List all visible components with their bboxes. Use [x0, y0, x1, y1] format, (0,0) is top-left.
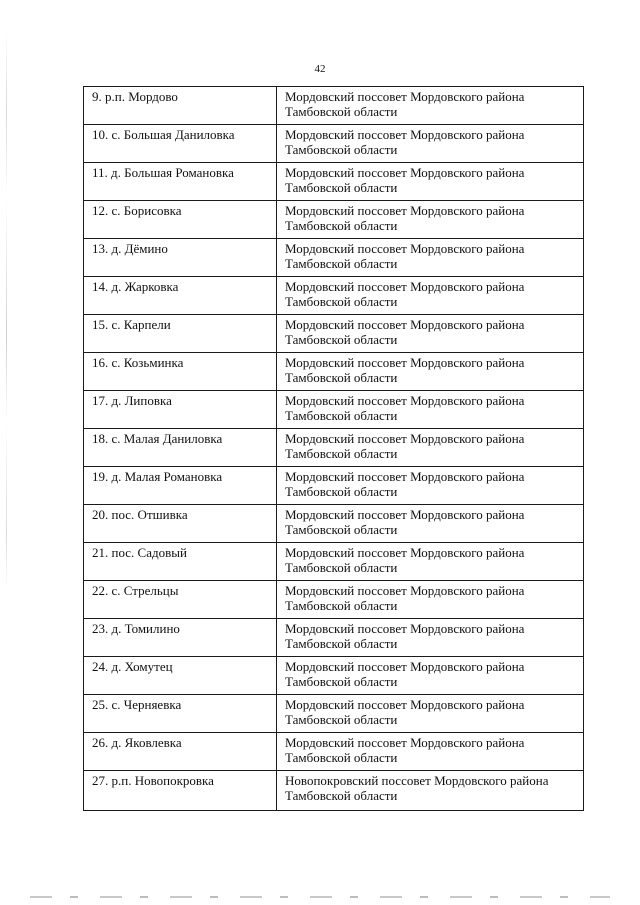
settlement-cell: 23. д. Томилино [84, 619, 277, 657]
municipality-line: Мордовский поссовет Мордовского района [285, 583, 525, 598]
municipality-line: Мордовский поссовет Мордовского района [285, 393, 525, 408]
municipality-line: Мордовский поссовет Мордовского района [285, 317, 525, 332]
table-row [84, 505, 584, 543]
municipality-line: Тамбовской области [285, 332, 398, 347]
table-row [84, 581, 584, 619]
municipality-cell [277, 315, 584, 353]
municipality-cell [277, 695, 584, 733]
settlement-cell: 12. с. Борисовка [84, 201, 277, 239]
settlement-cell: 18. с. Малая Даниловка [84, 429, 277, 467]
municipality-line: Тамбовской области [285, 674, 398, 689]
municipality-cell [277, 239, 584, 277]
scan-bottom-mark [30, 896, 610, 898]
municipality-line: Тамбовской области [285, 522, 398, 537]
table-row [84, 277, 584, 315]
municipality-line: Мордовский поссовет Мордовского района [285, 203, 525, 218]
settlement-cell: 14. д. Жарковка [84, 277, 277, 315]
municipality-cell [277, 543, 584, 581]
municipality-cell [277, 277, 584, 315]
municipality-line: Мордовский поссовет Мордовского района [285, 165, 525, 180]
municipality-cell [277, 657, 584, 695]
municipality-line: Тамбовской области [285, 712, 398, 727]
municipality-line: Тамбовской области [285, 256, 398, 271]
settlement-cell: 27. р.п. Новопокровка [84, 771, 277, 811]
settlement-cell: 19. д. Малая Романовка [84, 467, 277, 505]
table-row [84, 87, 584, 125]
table-row [84, 619, 584, 657]
municipality-line: Мордовский поссовет Мордовского района [285, 431, 525, 446]
municipality-line: Мордовский поссовет Мордовского района [285, 469, 525, 484]
municipality-line: Тамбовской области [285, 408, 398, 423]
municipality-cell [277, 619, 584, 657]
municipality-line: Тамбовской области [285, 560, 398, 575]
municipality-cell [277, 353, 584, 391]
municipality-line: Мордовский поссовет Мордовского района [285, 127, 525, 142]
municipality-line: Тамбовской области [285, 750, 398, 765]
municipality-line: Тамбовской области [285, 370, 398, 385]
municipality-line: Мордовский поссовет Мордовского района [285, 241, 525, 256]
municipality-line: Тамбовской области [285, 104, 398, 119]
municipality-line: Новопокровский поссовет Мордовского района [285, 773, 549, 788]
page-number: 42 [314, 63, 326, 75]
municipality-cell [277, 87, 584, 125]
table-row [84, 239, 584, 277]
municipality-line: Мордовский поссовет Мордовского района [285, 279, 525, 294]
table-row [84, 353, 584, 391]
settlement-cell: 10. с. Большая Даниловка [84, 125, 277, 163]
municipality-cell [277, 391, 584, 429]
table-row [84, 543, 584, 581]
settlement-cell: 15. с. Карпели [84, 315, 277, 353]
municipality-line: Мордовский поссовет Мордовского района [285, 355, 525, 370]
municipality-line: Тамбовской области [285, 180, 398, 195]
table-row [84, 163, 584, 201]
municipality-cell [277, 201, 584, 239]
municipality-line: Мордовский поссовет Мордовского района [285, 735, 525, 750]
table-row [84, 733, 584, 771]
municipality-cell [277, 125, 584, 163]
settlement-cell: 26. д. Яковлевка [84, 733, 277, 771]
table-row [84, 771, 584, 811]
municipality-cell [277, 467, 584, 505]
municipality-cell [277, 163, 584, 201]
settlements-table [83, 86, 584, 811]
scan-edge-mark [6, 30, 7, 590]
municipality-line: Тамбовской области [285, 598, 398, 613]
municipality-line: Мордовский поссовет Мордовского района [285, 697, 525, 712]
municipality-cell [277, 581, 584, 619]
settlement-cell: 13. д. Дёмино [84, 239, 277, 277]
municipality-line: Мордовский поссовет Мордовского района [285, 89, 525, 104]
municipality-line: Мордовский поссовет Мордовского района [285, 621, 525, 636]
settlement-cell: 9. р.п. Мордово [84, 87, 277, 125]
table-row [84, 391, 584, 429]
settlement-cell: 20. пос. Отшивка [84, 505, 277, 543]
settlement-cell: 17. д. Липовка [84, 391, 277, 429]
municipality-cell [277, 429, 584, 467]
table-row [84, 315, 584, 353]
municipality-cell [277, 733, 584, 771]
municipality-line: Тамбовской области [285, 218, 398, 233]
municipality-line: Тамбовской области [285, 636, 398, 651]
municipality-line: Тамбовской области [285, 142, 398, 157]
table-row [84, 467, 584, 505]
settlement-cell: 21. пос. Садовый [84, 543, 277, 581]
municipality-line: Тамбовской области [285, 446, 398, 461]
settlement-cell: 22. с. Стрельцы [84, 581, 277, 619]
municipality-line: Тамбовской области [285, 484, 398, 499]
municipality-cell [277, 505, 584, 543]
table-row [84, 695, 584, 733]
municipality-line: Тамбовской области [285, 294, 398, 309]
settlement-cell: 11. д. Большая Романовка [84, 163, 277, 201]
municipality-line: Тамбовской области [285, 788, 398, 803]
municipality-line: Мордовский поссовет Мордовского района [285, 659, 525, 674]
municipality-line: Мордовский поссовет Мордовского района [285, 545, 525, 560]
table-row [84, 125, 584, 163]
table-row [84, 429, 584, 467]
municipality-line: Мордовский поссовет Мордовского района [285, 507, 525, 522]
table-row [84, 201, 584, 239]
settlement-cell: 25. с. Черняевка [84, 695, 277, 733]
municipality-cell [277, 771, 584, 811]
settlement-cell: 16. с. Козьминка [84, 353, 277, 391]
settlement-cell: 24. д. Хомутец [84, 657, 277, 695]
table-row [84, 657, 584, 695]
